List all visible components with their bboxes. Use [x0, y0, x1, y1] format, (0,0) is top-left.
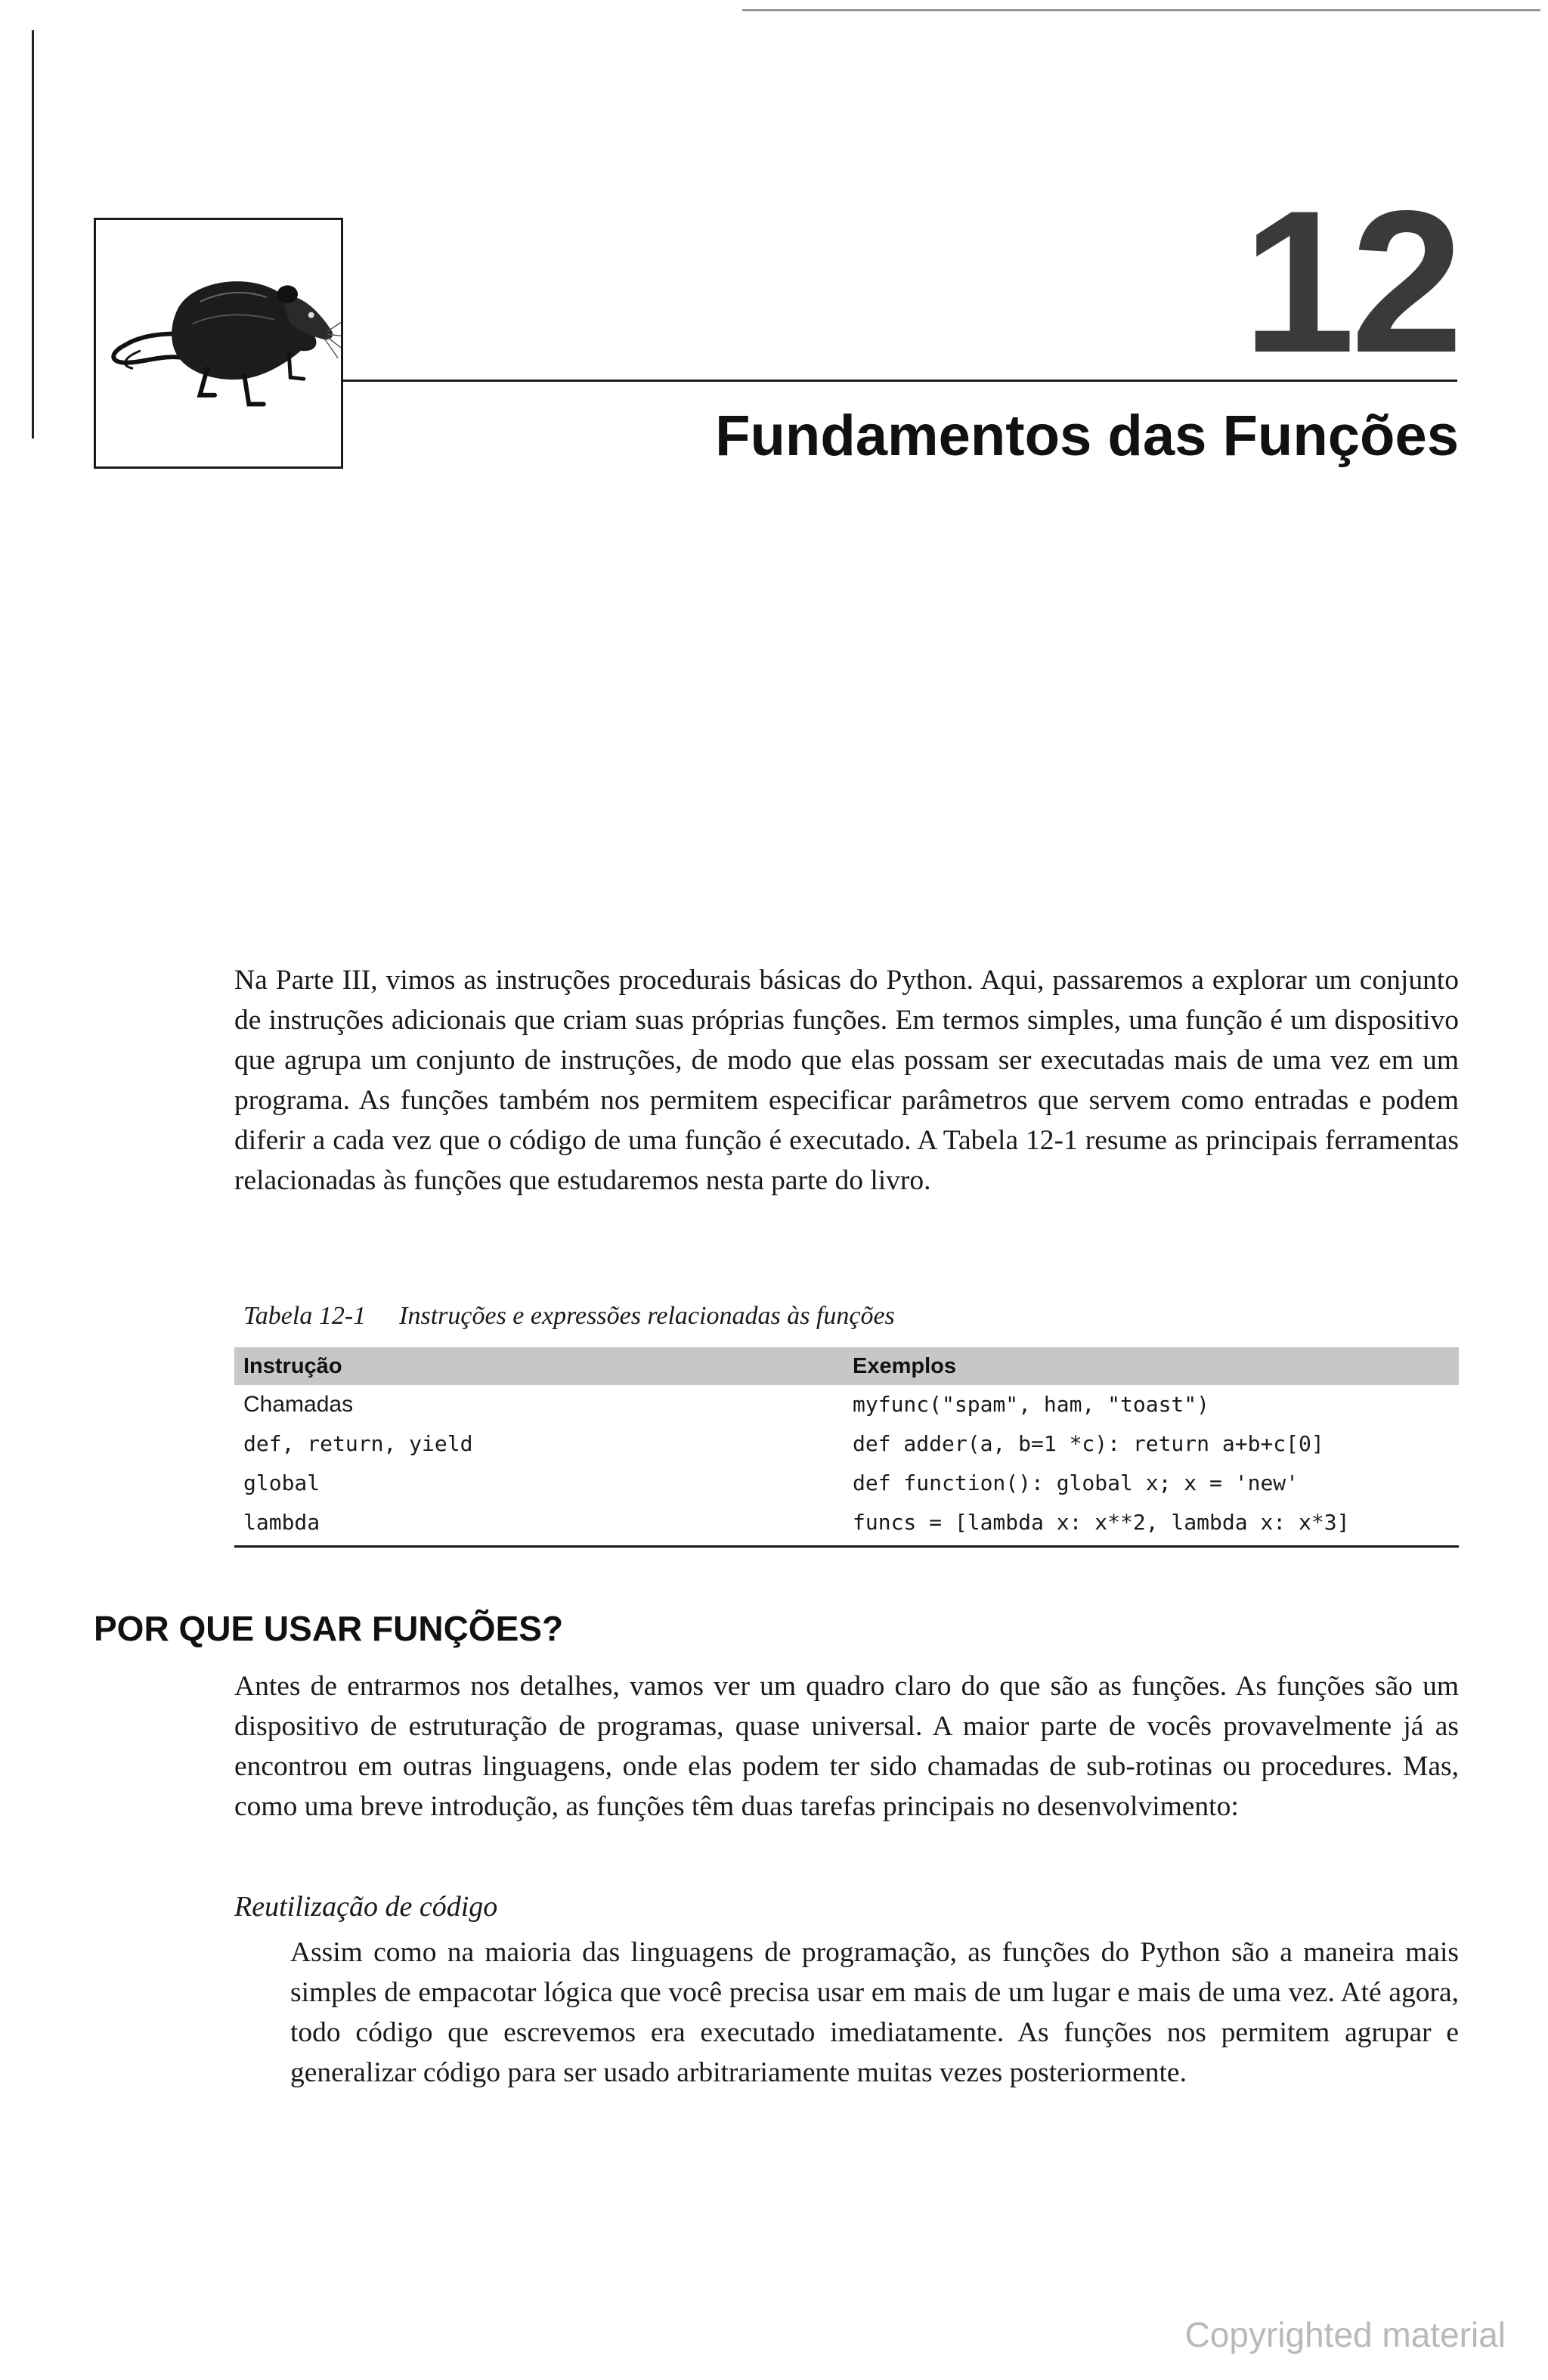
rat-illustration-icon: [94, 218, 343, 469]
intro-paragraph: Na Parte III, vimos as instruções procedurais básicas do Python. Aqui, passaremos a explorar um conjunto de instruções adicionais que criam suas próprias funções. Em termos simples, uma função é um dispositivo que agrupa um conjunto de instruções, de modo que elas possam ser executadas mais de uma vez em um programa. As funções também nos permitem especificar parâmetros que servem como entradas e podem diferir a cada vez que o código de uma função é executado. A Tabela 12-1 resume as principais ferramentas relacionadas às funções que estudaremos nesta parte do livro.: [234, 965, 1459, 1196]
table-caption: [243, 1299, 895, 1334]
table-row: [234, 1385, 1459, 1424]
table-row: [234, 1424, 1459, 1464]
section-paragraph: Antes de entrarmos nos detalhes, vamos ver um quadro claro do que são as funções. As funções são um dispositivo de estruturação de programas, quase universal. A maior parte de vocês provavelmente já as encontrou em outras linguagens, onde elas podem ter sido chamadas de sub-rotinas ou procedures. Mas, como uma breve introdução, as funções têm duas tarefas principais no desenvolvimento:: [234, 1671, 1459, 1822]
cell-instrucao: Chamadas: [243, 1392, 354, 1417]
header-exemplos: Exemplos: [853, 1354, 956, 1378]
cell-instrucao: global: [243, 1470, 320, 1495]
cell-exemplo: def function(): global x; x = 'new': [853, 1470, 1299, 1495]
functions-table: [234, 1347, 1459, 1548]
table-row: [234, 1464, 1459, 1503]
cell-instrucao: lambda: [243, 1510, 320, 1535]
chapter-number: 12: [1242, 168, 1459, 395]
header-instrucao: Instrução: [243, 1354, 342, 1378]
top-rule: [742, 9, 1540, 11]
term-body: Assim como na maioria das linguagens de programação, as funções do Python são a maneira mais simples de empacotar lógica que você precisa usar em mais de um lugar e mais de uma vez. Até agora, todo código que escrevemos era executado imediatamente. As funções nos permitem agrupar e generalizar código para ser usado arbitrariamente muitas vezes posteriormente.: [290, 1937, 1459, 2088]
copyright-watermark: Copyrighted material: [1184, 2315, 1506, 2354]
cell-exemplo: funcs = [lambda x: x**2, lambda x: x*3]: [853, 1510, 1350, 1535]
cell-exemplo: myfunc("spam", ham, "toast"): [853, 1392, 1210, 1417]
table-caption-title: Instruções e expressões relacionadas às funções: [399, 1302, 895, 1330]
cell-exemplo: def adder(a, b=1 *c): return a+b+c[0]: [853, 1431, 1324, 1456]
left-margin-rule: [32, 30, 34, 439]
chapter-title: Fundamentos das Funções: [715, 404, 1459, 468]
cell-instrucao: def, return, yield: [243, 1431, 473, 1456]
table-bottom-rule: [234, 1545, 1459, 1548]
table-header: [234, 1347, 1459, 1385]
section-heading: POR QUE USAR FUNÇÕES?: [94, 1609, 564, 1648]
table-row: [234, 1503, 1459, 1542]
term-heading: Reutilização de código: [234, 1891, 498, 1923]
table-caption-label: Tabela 12-1: [243, 1302, 367, 1330]
